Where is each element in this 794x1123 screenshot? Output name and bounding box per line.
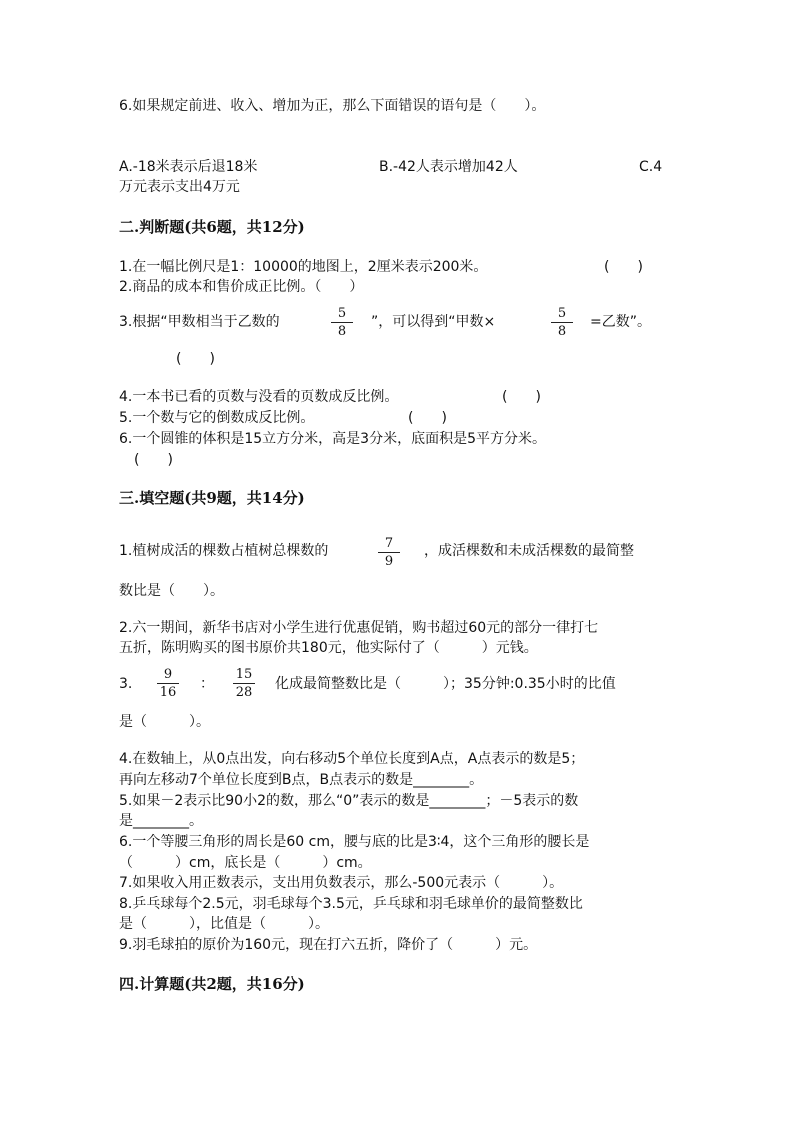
fraction-numerator: 15 bbox=[235, 667, 253, 682]
fill-q3-number: 3. bbox=[119, 676, 133, 692]
fill-q5-line2: 是________。 bbox=[119, 813, 203, 829]
fill-q2-line1: 2.六一期间，新华书店对小学生进行优惠促销，购书超过60元的部分一律打七 bbox=[119, 620, 599, 636]
judge-q4: 4.一本书已看的页数与没看的页数成反比例。 bbox=[119, 389, 399, 405]
fraction-15-28 bbox=[231, 667, 257, 700]
fill-q5-line1: 5.如果－2表示比90小2的数，那么“0”表示的数是________；－5表示的数 bbox=[119, 793, 579, 809]
fill-q6-line2: （ ）cm，底长是（ ）cm。 bbox=[119, 855, 372, 871]
option-a: A.-18米表示后退18米 bbox=[119, 159, 258, 175]
fill-q8-line2: 是（ ），比值是（ ）。 bbox=[119, 916, 329, 932]
option-b: B.-42人表示增加42人 bbox=[379, 159, 518, 175]
fill-q1-part2: ，成活棵数和未成活棵数的最简整 bbox=[424, 543, 634, 559]
fill-q6-line1: 6.一个等腰三角形的周长是60 cm，腰与底的比是3∶4，这个三角形的腰长是 bbox=[119, 834, 590, 850]
judge-q6-paren: ( ) bbox=[134, 452, 173, 468]
section-2-heading: 二.判断题(共6题，共12分) bbox=[119, 218, 305, 236]
judge-q3-part3: =乙数”。 bbox=[590, 314, 651, 330]
judge-q6: 6.一个圆锥的体积是15立方分米，高是3分米，底面积是5平方分米。 bbox=[119, 431, 546, 447]
fill-q3-part2: 化成最简整数比是（ ）；35分钟:0.35小时的比值 bbox=[275, 676, 616, 692]
fraction-denominator: 9 bbox=[384, 554, 394, 569]
fraction-denominator: 8 bbox=[337, 324, 347, 339]
fill-q1-part3: 数比是（ ）。 bbox=[119, 583, 224, 599]
fraction-bar bbox=[551, 322, 573, 323]
fill-q9: 9.羽毛球拍的原价为160元，现在打六五折，降价了（ ）元。 bbox=[119, 937, 538, 953]
judge-q1: 1.在一幅比例尺是1：10000的地图上，2厘米表示200米。 bbox=[119, 259, 488, 275]
judge-q3-paren: ( ) bbox=[176, 351, 215, 367]
fraction-bar bbox=[331, 322, 353, 323]
ratio-colon: ： bbox=[200, 676, 214, 692]
judge-q4-paren: ( ) bbox=[502, 389, 541, 405]
fraction-bar bbox=[233, 683, 255, 684]
fill-q3-part3: 是（ ）。 bbox=[119, 714, 210, 730]
fill-q4-line1: 4.在数轴上，从0点出发，向右移动5个单位长度到A点，A点表示的数是5； bbox=[119, 751, 585, 767]
fill-q4-line2: 再向左移动7个单位长度到B点，B点表示的数是________。 bbox=[119, 772, 484, 788]
fill-q1-part1: 1.植树成活的棵数占植树总棵数的 bbox=[119, 543, 329, 559]
fraction-9-16 bbox=[155, 667, 181, 700]
fraction-denominator: 8 bbox=[557, 324, 567, 339]
option-c: C.4 bbox=[639, 159, 663, 175]
judge-q5-paren: ( ) bbox=[408, 410, 447, 426]
fraction-numerator: 5 bbox=[557, 306, 567, 321]
judge-q1-paren: ( ) bbox=[604, 259, 643, 275]
fill-q7: 7.如果收入用正数表示，支出用负数表示，那么-500元表示（ ）。 bbox=[119, 875, 564, 891]
section-3-heading: 三.填空题(共9题，共14分) bbox=[119, 489, 305, 507]
fraction-5-8-a bbox=[329, 306, 355, 339]
option-c-continued: 万元表示支出4万元 bbox=[119, 179, 240, 195]
fraction-denominator: 16 bbox=[159, 685, 177, 700]
fraction-bar bbox=[157, 683, 179, 684]
fill-q8-line1: 8.乒乓球每个2.5元，羽毛球每个3.5元，乒乓球和羽毛球单价的最简整数比 bbox=[119, 896, 583, 912]
judge-q2: 2.商品的成本和售价成正比例。（ ） bbox=[119, 279, 364, 295]
fill-q2-line2: 五折，陈明购买的图书原价共180元，他实际付了（ ）元钱。 bbox=[119, 640, 538, 656]
question-6-stem: 6.如果规定前进、收入、增加为正，那么下面错误的语句是（ ）。 bbox=[119, 98, 546, 114]
judge-q3-part1: 3.根据“甲数相当于乙数的 bbox=[119, 314, 280, 330]
fraction-denominator: 28 bbox=[235, 685, 253, 700]
fraction-numerator: 5 bbox=[337, 306, 347, 321]
fraction-numerator: 7 bbox=[384, 536, 394, 551]
judge-q3-part2: ”，可以得到“甲数× bbox=[371, 314, 496, 330]
fraction-bar bbox=[378, 552, 400, 553]
section-4-heading: 四.计算题(共2题，共16分) bbox=[119, 975, 305, 993]
judge-q5: 5.一个数与它的倒数成反比例。 bbox=[119, 410, 315, 426]
fraction-7-9 bbox=[376, 536, 402, 569]
fraction-numerator: 9 bbox=[163, 667, 173, 682]
fraction-5-8-b bbox=[549, 306, 575, 339]
